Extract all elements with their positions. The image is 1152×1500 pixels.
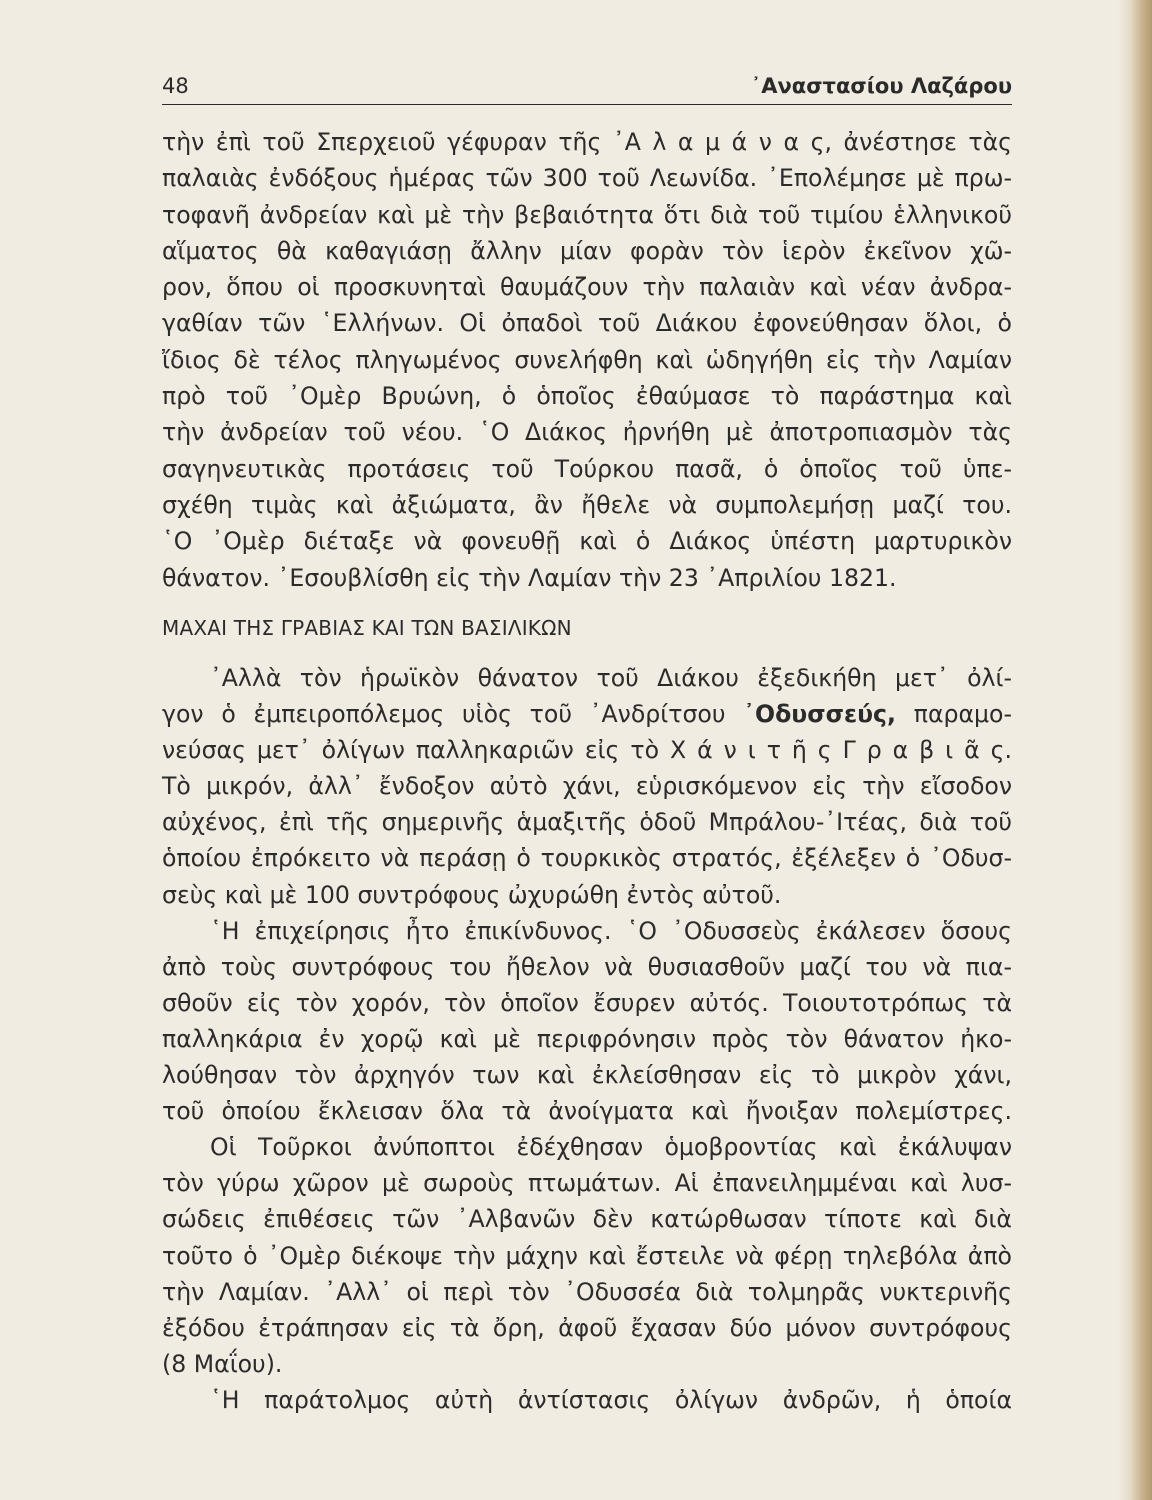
body-continued bbox=[162, 660, 1012, 1418]
text-line: Οἱ Τοῦρκοι ἀνύποπτοι ἐδέχθησαν ὁμοβροντίας καὶ ἐκάλυψαν bbox=[210, 1133, 1012, 1162]
text-line: ἀπὸ τοὺς συντρόφους του ἤθελον νὰ θυσιασθοῦν μαζί του νὰ πια- bbox=[162, 952, 1012, 981]
text-line: τοῦτο ὁ ᾿Ομὲρ διέκοψε τὴν μάχην καὶ ἔστειλε νὰ φέρῃ τηλεβόλα ἀπὸ bbox=[162, 1241, 1012, 1270]
text-line: παλαιὰς ἐνδόξους ἡμέρας τῶν 300 τοῦ Λεωνίδα. ᾿Επολέμησε μὲ πρω- bbox=[162, 164, 1012, 193]
section-heading: ΜΑΧΑΙ ΤΗΣ ΓΡΑΒΙΑΣ ΚΑΙ ΤΩΝ ΒΑΣΙΛΙΚΩΝ bbox=[162, 616, 572, 640]
paragraph-5 bbox=[162, 1382, 1012, 1418]
text-line: Τὸ μικρόν, ἀλλ᾿ ἔνδοξον αὐτὸ χάνι, εὑρισκόμενον εἰς τὴν εἴσοδον bbox=[162, 772, 1012, 801]
text-line: τὴν ἀνδρείαν τοῦ νέου. ῾Ο Διάκος ἠρνήθη μὲ ἀποτροπιασμὸν τὰς bbox=[162, 418, 1012, 447]
text-line: σώδεις ἐπιθέσεις τῶν ᾿Αλβανῶν δὲν κατώρθωσαν τίποτε καὶ διὰ bbox=[162, 1205, 1012, 1234]
text-line: γαθίαν τῶν ῾Ελλήνων. Οἱ ὀπαδοὶ τοῦ Διάκου ἐφονεύθησαν ὅλοι, ὁ bbox=[162, 309, 1012, 338]
text-line-with-bold-name bbox=[162, 696, 1012, 732]
text-line: ᾿Αλλὰ τὸν ἡρωϊκὸν θάνατον τοῦ Διάκου ἐξεδικήθη μετ᾿ ὀλί- bbox=[210, 664, 1012, 692]
text-line: σαγηνευτικὰς προτάσεις τοῦ Τούρκου πασᾶ, ὁ ὁποῖος τοῦ ὑπε- bbox=[162, 454, 1012, 483]
paragraph-1 bbox=[162, 124, 1012, 596]
running-title: ᾿Αναστασίου Λαζάρου bbox=[750, 74, 1012, 98]
paragraph-3 bbox=[162, 913, 1012, 1130]
text-line: ρον, ὅπου οἱ προσκυνηταὶ θαυμάζουν τὴν παλαιὰν καὶ νέαν ἀνδρα- bbox=[162, 273, 1012, 302]
text-line: πρὸ τοῦ ᾿Ομὲρ Βρυώνη, ὁ ὁποῖος ἐθαύμασε τὸ παράστημα καὶ bbox=[162, 382, 1012, 411]
text-fragment: γον ὁ ἐμπειροπόλεμος υἱὸς τοῦ ᾿Ανδρίτσου bbox=[162, 700, 726, 729]
text-line: ἐξόδου ἐτράπησαν εἰς τὰ ὄρη, ἀφοῦ ἔχασαν δύο μόνον συντρόφους bbox=[162, 1313, 1012, 1342]
paragraph-2 bbox=[162, 660, 1012, 913]
page-edge-shadow bbox=[1118, 0, 1152, 1500]
text-line: σθοῦν εἰς τὸν χορόν, τὸν ὁποῖον ἔσυρεν αὐτός. Τοιουτοτρόπως τὰ bbox=[162, 988, 1012, 1017]
text-line: (8 Μαΐου). bbox=[162, 1349, 283, 1378]
text-line: ῾Η ἐπιχείρησις ἦτο ἐπικίνδυνος. ῾Ο ᾿Οδυσσεὺς ἐκάλεσεν ὅσους bbox=[210, 916, 1012, 945]
text-line: αὐχένος, ἐπὶ τῆς σημερινῆς ἁμαξιτῆς ὁδοῦ Μπράλου-᾿Ιτέας, διὰ τοῦ bbox=[162, 808, 1012, 837]
text-line: σχέθη τιμὰς καὶ ἀξιώματα, ἂν ἤθελε νὰ συμπολεμήσῃ μαζί του. bbox=[162, 490, 1012, 519]
text-line: τοῦ ὁποίου ἔκλεισαν ὅλα τὰ ἀνοίγματα καὶ ἤνοιξαν πολεμίστρες. bbox=[162, 1097, 1012, 1126]
text-line: ἴδιος δὲ τέλος πληγωμένος συνελήφθη καὶ ὡδηγήθη εἰς τὴν Λαμίαν bbox=[162, 345, 1012, 374]
text-line: νεύσας μετ᾿ ὀλίγων παλληκαριῶν εἰς τὸ Χ ά ν ι τ ῆ ς Γ ρ α β ι ᾶ ς. bbox=[162, 736, 1012, 765]
paragraph-4 bbox=[162, 1129, 1012, 1382]
text-line: τὴν Λαμίαν. ᾿Αλλ᾿ οἱ περὶ τὸν ᾿Οδυσσέα διὰ τολμηρᾶς νυκτερινῆς bbox=[162, 1277, 1012, 1306]
text-fragment: παραμο- bbox=[913, 700, 1012, 729]
text-line: θάνατον. ᾿Εσουβλίσθη εἰς τὴν Λαμίαν τὴν 23 ᾿Απριλίου 1821. bbox=[162, 563, 897, 592]
text-line: τὸν γύρω χῶρον μὲ σωροὺς πτωμάτων. Αἱ ἐπανειλημμέναι καὶ λυσ- bbox=[162, 1169, 1012, 1198]
text-line: παλληκάρια ἐν χορῷ καὶ μὲ περιφρόνησιν πρὸς τὸν θάνατον ἠκο- bbox=[162, 1024, 1012, 1053]
text-line: τὴν ἐπὶ τοῦ Σπερχειοῦ γέφυραν τῆς ᾿Α λ α μ ά ν α ς, ἀνέστησε τὰς bbox=[162, 128, 1012, 156]
text-line: ῾Η παράτολμος αὐτὴ ἀντίστασις ὀλίγων ἀνδρῶν, ἡ ὁποία bbox=[210, 1385, 1012, 1414]
text-line: σεὺς καὶ μὲ 100 συντρόφους ὠχυρώθη ἐντὸς αὐτοῦ. bbox=[162, 880, 782, 909]
text-line: ὁποίου ἐπρόκειτο νὰ περάσῃ ὁ τουρκικὸς στρατός, ἐξέλεξεν ὁ ᾿Οδυσ- bbox=[162, 844, 1012, 873]
text-line: λούθησαν τὸν ἀρχηγόν των καὶ ἐκλείσθησαν εἰς τὸ μικρὸν χάνι, bbox=[162, 1061, 1012, 1090]
text-line: τοφανῆ ἀνδρείαν καὶ μὲ τὴν βεβαιότητα ὅτι διὰ τοῦ τιμίου ἑλληνικοῦ bbox=[162, 200, 1012, 229]
bold-name: ᾿Οδυσσεύς, bbox=[743, 700, 896, 729]
text-line: αἵματος θὰ καθαγιάσῃ ἄλλην μίαν φορὰν τὸν ἱερὸν ἐκεῖνον χῶ- bbox=[162, 236, 1012, 265]
page-number: 48 bbox=[162, 74, 189, 98]
page-header bbox=[162, 70, 1012, 105]
text-line: ῾Ο ᾿Ομὲρ διέταξε νὰ φονευθῇ καὶ ὁ Διάκος ὑπέστη μαρτυρικὸν bbox=[162, 527, 1012, 556]
